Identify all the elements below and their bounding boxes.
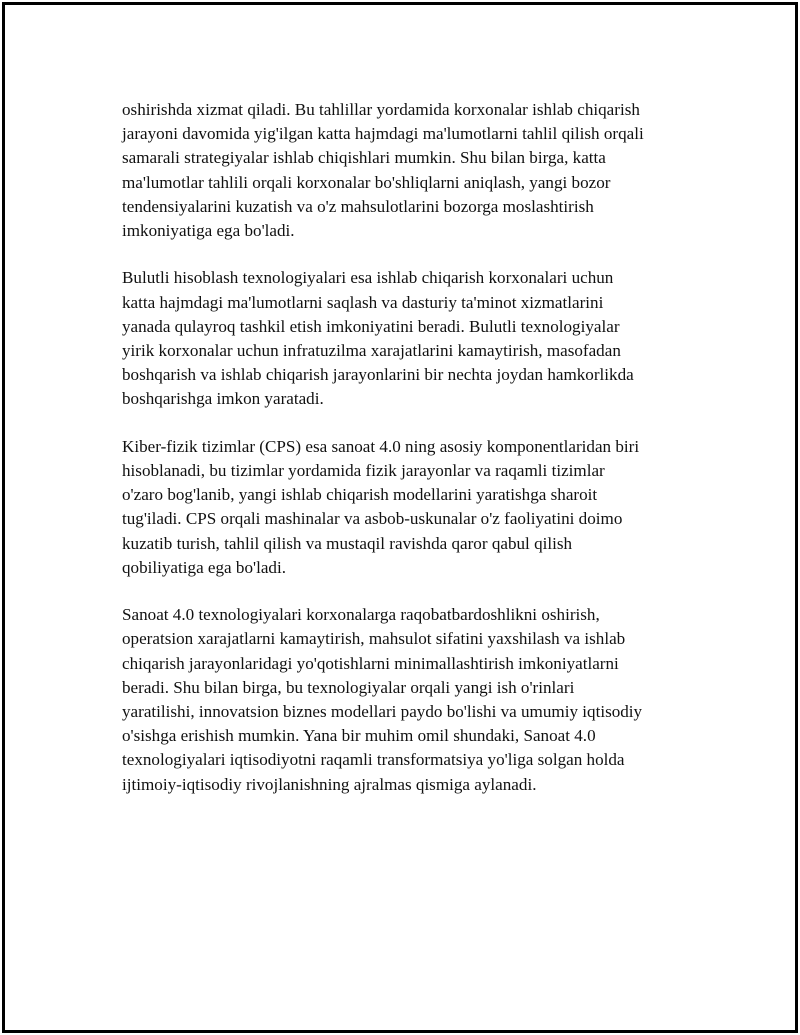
text-line: jarayoni davomida yig'ilgan katta hajmdagi ma'lumotlarni tahlil qilish orqali: [122, 124, 644, 144]
text-line: yirik korxonalar uchun infratuzilma xarajatlarini kamaytirish, masofadan: [122, 340, 621, 360]
text-line: samarali strategiyalar ishlab chiqishlari mumkin. Shu bilan birga, katta: [122, 148, 606, 168]
text-line: o'sishga erishish mumkin. Yana bir muhim omil shundaki, Sanoat 4.0: [122, 726, 596, 746]
text-line: Kiber-fizik tizimlar (CPS) esa sanoat 4.0 ning asosiy komponentlaridan biri: [122, 436, 640, 456]
paragraph-cyber-physical-systems: [122, 435, 712, 580]
text-line: kuzatib turish, tahlil qilish va mustaqil ravishda qaror qabul qilish: [122, 533, 573, 553]
text-line: yanada qulayroq tashkil etish imkoniyatini beradi. Bulutli texnologiyalar: [122, 316, 620, 336]
text-line: tendensiyalarini kuzatish va o'z mahsulotlarini bozorga moslashtirish: [122, 196, 594, 216]
paragraph-big-data: [122, 98, 712, 243]
text-line: boshqarish va ishlab chiqarish jarayonlarini bir nechta joydan hamkorlikda: [122, 365, 634, 385]
text-line: ijtimoiy-iqtisodiy rivojlanishning ajralmas qismiga aylanadi.: [122, 774, 537, 794]
text-line: hisoblanadi, bu tizimlar yordamida fizik jarayonlar va raqamli tizimlar: [122, 461, 605, 481]
text-line: beradi. Shu bilan birga, bu texnologiyalar orqali yangi ish o'rinlari: [122, 677, 575, 697]
text-line: Bulutli hisoblash texnologiyalari esa ishlab chiqarish korxonalari uchun: [122, 268, 614, 288]
text-line: Sanoat 4.0 texnologiyalari korxonalarga raqobatbardoshlikni oshirish,: [122, 605, 600, 625]
text-line: ma'lumotlar tahlili orqali korxonalar bo'shliqlarni aniqlash, yangi bozor: [122, 172, 611, 192]
paragraph-cloud-computing: [122, 266, 712, 411]
text-line: yaratilishi, innovatsion biznes modellari paydo bo'lishi va umumiy iqtisodiy: [122, 702, 643, 722]
paragraph-industry-4-benefits: [122, 603, 712, 797]
text-line: texnologiyalari iqtisodiyotni raqamli transformatsiya yo'liga solgan holda: [122, 750, 625, 770]
text-line: imkoniyatiga ega bo'ladi.: [122, 220, 295, 240]
text-line: oshirishda xizmat qiladi. Bu tahlillar yordamida korxonalar ishlab chiqarish: [122, 100, 640, 119]
text-line: o'zaro bog'lanib, yangi ishlab chiqarish modellarini yaratishga sharoit: [122, 485, 598, 505]
text-line: boshqarishga imkon yaratadi.: [122, 389, 324, 409]
text-line: chiqarish jarayonlaridagi yo'qotishlarni minimallashtirish imkoniyatlarni: [122, 653, 619, 673]
document-body: [122, 98, 712, 820]
page-border: [2, 2, 798, 1033]
text-line: qobiliyatiga ega bo'ladi.: [122, 557, 287, 577]
text-line: katta hajmdagi ma'lumotlarni saqlash va dasturiy ta'minot xizmatlarini: [122, 292, 604, 312]
text-line: operatsion xarajatlarni kamaytirish, mahsulot sifatini yaxshilash va ishlab: [122, 629, 626, 649]
text-line: tug'iladi. CPS orqali mashinalar va asbob-uskunalar o'z faoliyatini doimo: [122, 509, 623, 529]
